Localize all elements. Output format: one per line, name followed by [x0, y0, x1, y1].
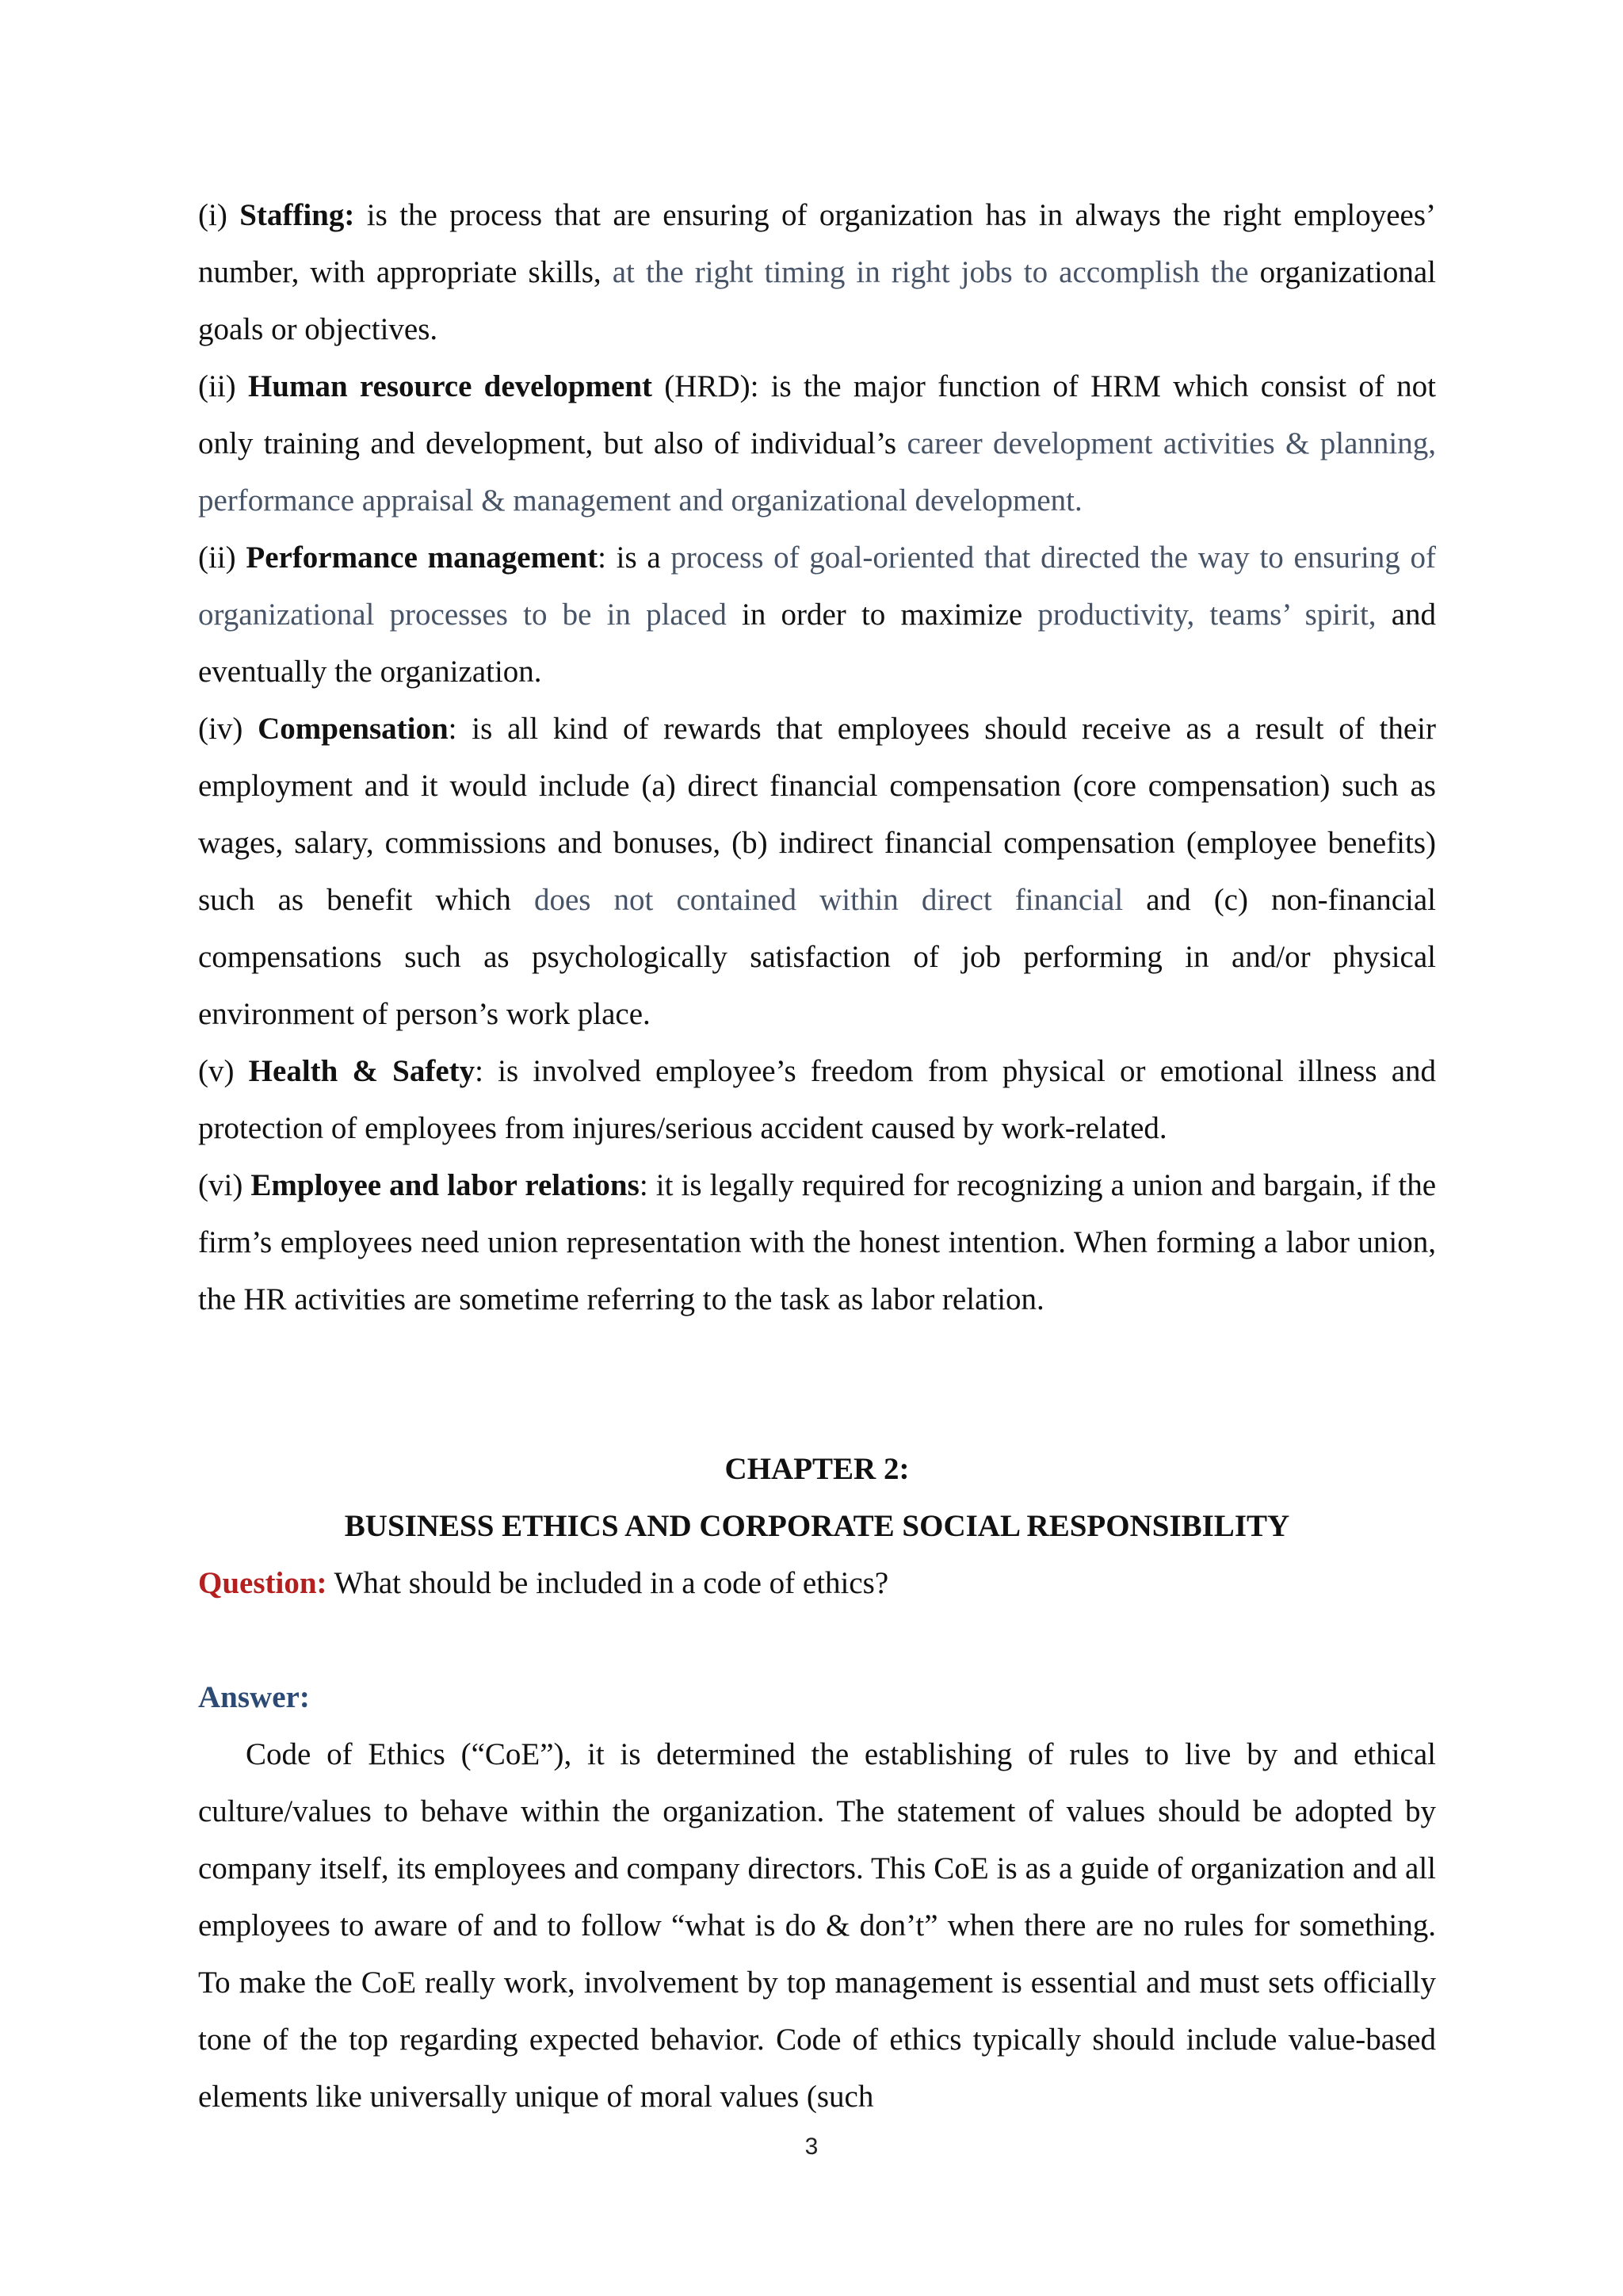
item-term: Employee and labor relations: [250, 1168, 640, 1202]
answer-label: Answer:: [198, 1680, 310, 1714]
item-text: (HRD): is the major function of HRM which consist of not only training and development, but also of individual’s: [198, 369, 1437, 460]
item-text: in order to maximize: [726, 598, 1038, 632]
item-text: and eventually the organization.: [198, 598, 1436, 689]
function-hrd: [198, 358, 1436, 529]
function-performance-management: [198, 529, 1436, 701]
item-text-soft: does not contained within direct financial: [533, 883, 1124, 917]
item-text-soft: career development activities & planning, performance appraisal & management and organizational development.: [198, 426, 1436, 518]
page-number: 3: [804, 2134, 819, 2160]
item-text: : is all kind of rewards that employees should receive as a result of their employment and it would include (a) direct financial compensation (core compensation) such as wages, salary, commissions and bonuses, (b) indirect financial compensation (employee benefits) such as benefit which: [198, 712, 1437, 917]
item-number: (ii): [198, 369, 236, 403]
item-term: Compensation: [258, 712, 449, 746]
answer-spacer: [198, 1612, 1436, 1669]
item-text: organizational goals or objectives.: [198, 255, 1436, 346]
item-term: Health & Safety: [248, 1054, 475, 1088]
item-text: : is involved employee’s freedom from physical or emotional illness and protection of employees from injures/serious accident caused by work-related.: [198, 1054, 1437, 1145]
function-compensation: [198, 701, 1436, 1043]
item-text-soft: productivity, teams’ spirit,: [1037, 598, 1377, 632]
item-number: (i): [198, 198, 227, 232]
chapter-number: CHAPTER 2:: [724, 1452, 910, 1486]
question-text: What should be included in a code of ethics?: [327, 1566, 889, 1600]
answer-paragraph: Code of Ethics (“CoE”), it is determined the establishing of rules to live by and ethical culture/values to behave within the organization. The statement of values should be adopted by company itself, its employees and company directors. This CoE is as a guide of organization and all employees to aware of and to follow “what is do & don’t” when there are no rules for something. To make the CoE really work, involvement by top management is essential and must sets officially tone of the top regarding expected behavior. Code of ethics typically should include value-based elements like universally unique of moral values (such: [198, 1737, 1436, 2114]
item-text: : it is legally required for recognizing a union and bargain, if the firm’s employees need union representation with the honest intention. When forming a labor union, the HR activities are sometime referring to the task as labor relation.: [198, 1168, 1436, 1316]
item-text: is the process that are ensuring of organization has in always the right employees’ number, with appropriate skills,: [198, 198, 1436, 289]
item-number: (v): [198, 1054, 235, 1088]
function-staffing: [198, 187, 1436, 358]
page-content: [198, 187, 1436, 2126]
item-term: Staffing:: [239, 198, 355, 232]
item-term: Performance management: [246, 541, 598, 575]
item-number: (ii): [198, 541, 236, 575]
question-line: [198, 1555, 1436, 1612]
chapter-title: BUSINESS ETHICS AND CORPORATE SOCIAL RESPONSIBILITY: [344, 1509, 1290, 1543]
item-number: (iv): [198, 712, 243, 746]
item-text-soft: at the right timing in right jobs to accomplish the: [612, 255, 1249, 289]
item-text: : is a: [598, 541, 671, 575]
section-spacer: [198, 1328, 1436, 1441]
item-text: and (c) non-financial compensations such as psychologically satisfaction of job performing in and/or physical environment of person’s work place.: [198, 883, 1436, 1031]
question-label: Question:: [198, 1566, 327, 1600]
item-number: (vi): [198, 1168, 243, 1202]
item-text-soft: process of goal-oriented that directed the way to ensuring of organizational processes to be in placed: [198, 541, 1437, 632]
item-term: Human resource development: [247, 369, 652, 403]
answer-label-line: [198, 1669, 1436, 1726]
function-labor-relations: [198, 1157, 1436, 1328]
function-health-safety: [198, 1043, 1436, 1157]
